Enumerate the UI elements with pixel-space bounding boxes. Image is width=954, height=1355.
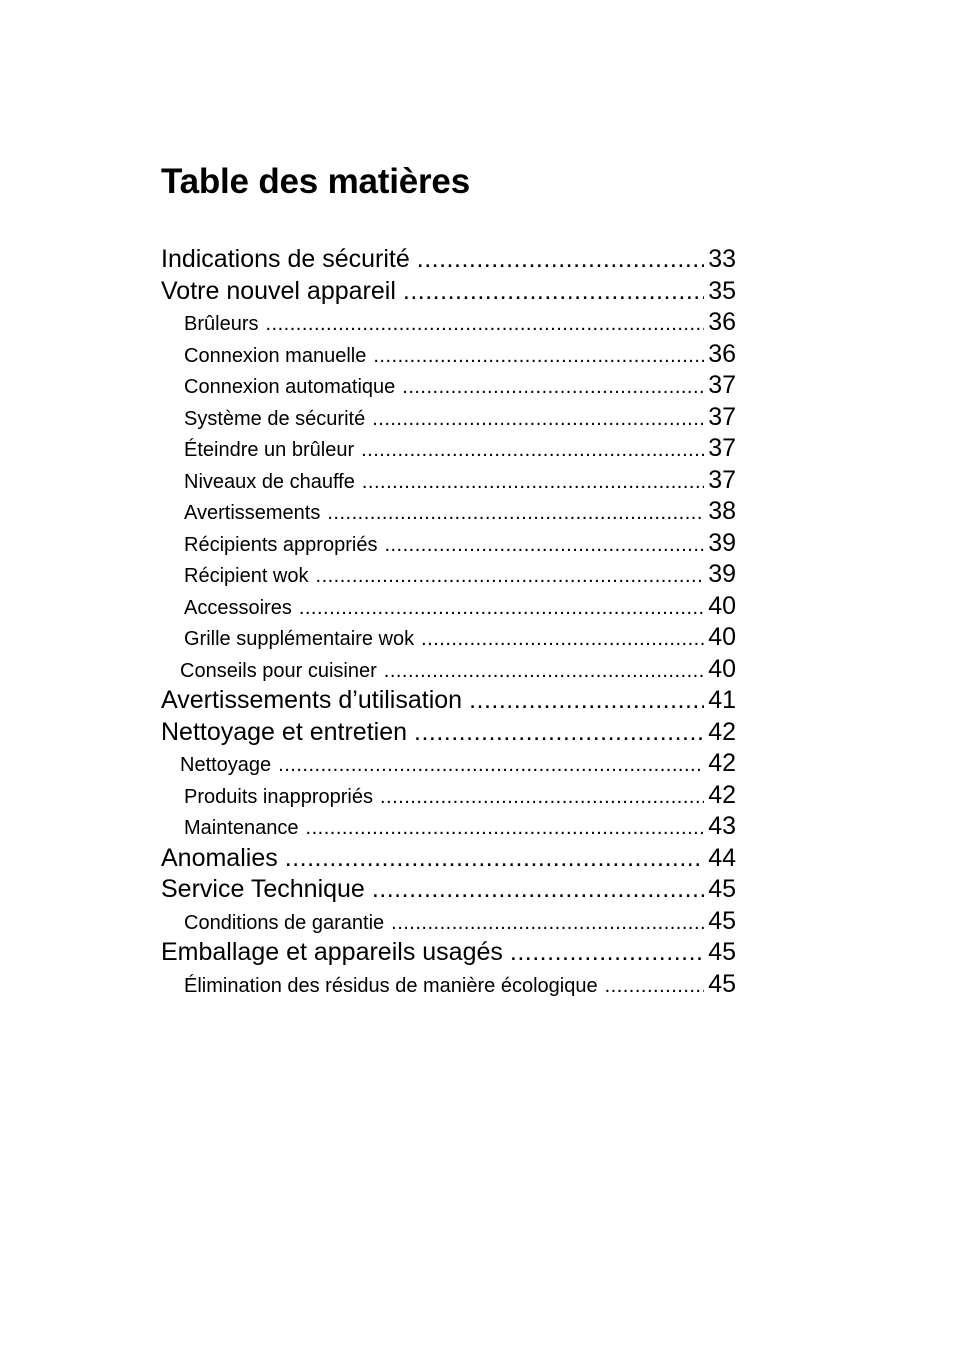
toc-entry[interactable] [161,906,736,938]
toc-entry-label: Conseils pour cuisiner [180,659,377,682]
toc-entry[interactable] [161,433,736,465]
toc-entry[interactable] [161,622,736,654]
toc-entry[interactable] [161,780,736,812]
table-of-contents [161,244,736,1000]
toc-entry-page-number: 45 [708,906,736,935]
dot-leader [327,498,704,528]
toc-entry-page-number: 39 [708,528,736,557]
toc-entry[interactable] [161,874,736,906]
toc-entry[interactable] [161,591,736,623]
dot-leader [384,656,704,686]
toc-entry-page-number: 42 [708,780,736,809]
dot-leader [402,372,704,402]
toc-entry-page-number: 37 [708,371,736,399]
toc-entry[interactable] [161,748,736,780]
toc-entry[interactable] [161,937,736,969]
toc-entry-page-number: 42 [708,749,736,777]
toc-entry[interactable] [161,465,736,497]
dot-leader [469,685,704,717]
dot-leader [265,309,704,339]
toc-entry-page-number: 45 [708,938,736,966]
toc-entry[interactable] [161,685,736,717]
dot-leader [414,717,704,749]
toc-entry[interactable] [161,402,736,434]
toc-entry[interactable] [161,811,736,843]
dot-leader [306,813,705,843]
toc-entry-label: Accessoires [184,596,292,619]
toc-entry-page-number: 45 [708,875,736,903]
dot-leader [605,971,705,1001]
toc-entry[interactable] [161,528,736,560]
dot-leader [372,404,704,434]
toc-entry-label: Récipients appropriés [184,533,378,556]
toc-entry-page-number: 42 [708,717,736,746]
toc-entry-page-number: 37 [708,402,736,431]
dot-leader [361,435,704,465]
toc-entry-page-number: 33 [708,245,736,273]
toc-entry[interactable] [161,654,736,686]
toc-entry-label: Connexion automatique [184,376,396,398]
toc-entry-label: Anomalies [161,843,278,872]
toc-entry-label: Avertissements d’utilisation [161,686,463,714]
dot-leader [403,276,704,308]
dot-leader [299,593,704,623]
dot-leader [285,843,704,875]
dot-leader [278,750,704,780]
dot-leader [510,937,704,969]
toc-entry-label: Emballage et appareils usagés [161,938,503,966]
dot-leader [380,782,704,812]
dot-leader [384,530,704,560]
toc-entry-label: Maintenance [184,817,299,839]
toc-entry-label: Niveaux de chauffe [184,470,355,493]
toc-entry-label: Nettoyage [180,754,272,776]
dot-leader [421,624,704,654]
toc-entry[interactable] [161,276,736,308]
toc-entry[interactable] [161,843,736,875]
toc-entry-page-number: 40 [708,654,736,683]
toc-entry[interactable] [161,370,736,402]
toc-entry-label: Brûleurs [184,313,259,335]
toc-entry-label: Indications de sécurité [161,245,410,273]
toc-entry-label: Produits inappropriés [184,785,373,808]
toc-entry-label: Nettoyage et entretien [161,717,407,746]
toc-entry-page-number: 35 [708,276,736,305]
toc-entry-page-number: 40 [708,591,736,620]
toc-entry[interactable] [161,339,736,371]
toc-entry-label: Connexion manuelle [184,344,367,367]
toc-entry[interactable] [161,244,736,276]
toc-entry-page-number: 45 [708,969,736,998]
toc-entry-page-number: 36 [708,308,736,336]
toc-entry-label: Grille supplémentaire wok [184,628,415,650]
toc-entry-page-number: 37 [708,465,736,494]
dot-leader [391,908,704,938]
toc-entry-label: Conditions de garantie [184,911,385,934]
dot-leader [316,561,705,591]
toc-entry-page-number: 43 [708,812,736,840]
toc-entry[interactable] [161,307,736,339]
dot-leader [417,244,704,276]
toc-entry[interactable] [161,496,736,528]
toc-entry-page-number: 44 [708,843,736,872]
toc-entry-label: Récipient wok [184,565,309,587]
toc-entry-label: Avertissements [184,502,321,524]
toc-entry-label: Votre nouvel appareil [161,276,396,305]
dot-leader [373,341,704,371]
dot-leader [372,874,704,906]
toc-entry-label: Élimination des résidus de manière écologique [184,974,598,997]
toc-entry[interactable] [161,559,736,591]
toc-entry-page-number: 39 [708,560,736,588]
toc-entry-label: Service Technique [161,875,365,903]
toc-entry[interactable] [161,969,736,1001]
dot-leader [362,467,704,497]
toc-entry-page-number: 37 [708,434,736,462]
page-title: Table des matières [161,162,470,201]
toc-entry-label: Système de sécurité [184,407,366,430]
toc-entry-page-number: 41 [708,686,736,714]
toc-entry-page-number: 36 [708,339,736,368]
toc-entry-page-number: 40 [708,623,736,651]
toc-entry-label: Éteindre un brûleur [184,439,355,461]
toc-entry-page-number: 38 [708,497,736,525]
toc-entry[interactable] [161,717,736,749]
